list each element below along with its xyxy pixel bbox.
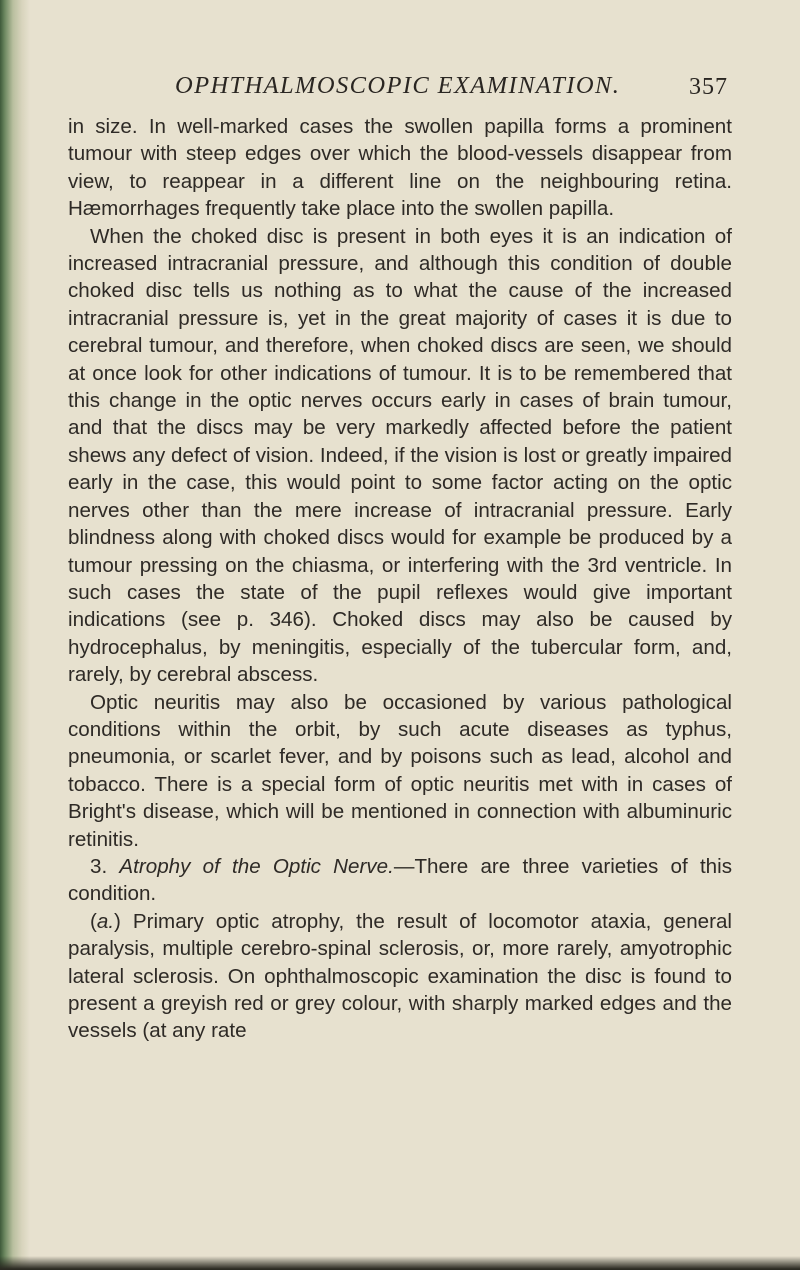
section-number: 3. (90, 854, 108, 878)
page-bottom-edge (0, 1256, 800, 1270)
section-heading: Atrophy of the Optic Nerve. (119, 854, 394, 878)
running-title: OPHTHALMOSCOPIC EXAMINATION. (175, 72, 621, 99)
paragraph-5-text: Primary optic atrophy, the result of locomotor ataxia, general paralysis, multiple cerebro-spinal sclerosis, or, more rarely, amyotrophic lateral sclerosis. On ophthalmoscopic examination the disc is found to present a greyish red or grey colour, with sharply marked edges and the vessels (at any rate (68, 909, 732, 1043)
paragraph-2: When the choked disc is present in both eyes it is an indication of increased intracranial pressure, and although this condition of double choked disc tells us nothing as to what the cause of the increased intracranial pressure is, yet in the great majority of cases it is due to cerebral tumour, and therefore, when choked discs are seen, we should at once look for other indications of tumour. It is to be remembered that this change in the optic nerves occurs early in cases of brain tumour, and that the discs may be very markedly affected before the patient shews any defect of vision. Indeed, if the vision is lost or greatly impaired early in the case, this would point to some factor acting on the optic nerves other than the mere increase of intracranial pressure. Early blindness along with choked discs would for example be produced by a tumour pressing on the chiasma, or interfering with the 3rd ventricle. In such cases the state of the pupil reflexes would give important indications (see p. 346). Choked discs may also be caused by hydrocephalus, by meningitis, especially of the tubercular form, and, rarely, by cerebral abscess. (68, 224, 732, 687)
paragraph-5 (68, 908, 732, 1045)
paragraph-4-text: —There are three varieties of this condition. (68, 854, 732, 906)
page-number: 357 (689, 74, 728, 100)
page-header (0, 72, 800, 112)
body-text (68, 113, 732, 1045)
list-label: (a.) (90, 909, 121, 933)
paragraph-3: Optic neuritis may also be occasioned by various pathological conditions within the orbit, by such acute diseases as typhus, pneumonia, or scarlet fever, and by poisons such as lead, alcohol and tobacco. There is a special form of optic neuritis met with in cases of Bright's disease, which will be mentioned in connection with albuminuric retinitis. (68, 690, 732, 851)
paragraph-4 (68, 853, 732, 908)
page-gutter-shadow (0, 0, 30, 1270)
list-label-letter: a. (96, 909, 115, 933)
paragraph-1: in size. In well-marked cases the swollen papilla forms a prominent tumour with steep edges over which the blood-vessels disappear from view, to reappear in a different line on the neighbouring retina. Hæmorrhages frequently take place into the swollen papilla. (68, 115, 732, 221)
